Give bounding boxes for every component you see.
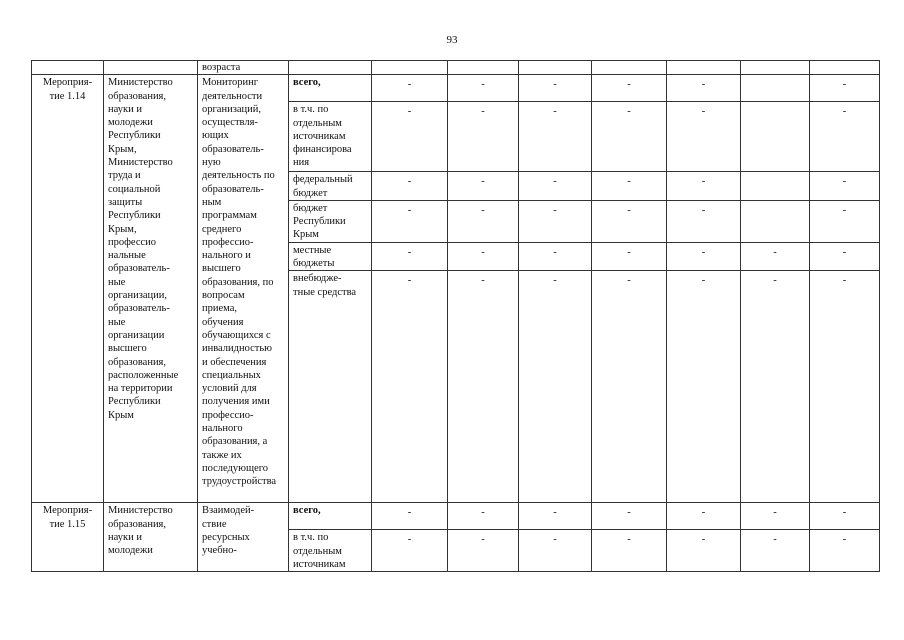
value-cell: - xyxy=(448,242,519,271)
value-cell: - xyxy=(810,102,880,172)
value-cell: - xyxy=(448,75,519,102)
value-cell: - xyxy=(810,530,880,572)
funding-source: в т.ч. по отдельным источникам финансирова ния xyxy=(289,102,372,172)
value-cell: - xyxy=(519,102,592,172)
funding-source: в т.ч. по отдельным источникам xyxy=(289,530,372,572)
table-row xyxy=(32,503,880,530)
value-cell: - xyxy=(667,503,741,530)
measure-description: Взаимодей- ствие ресурсных учебно- xyxy=(198,503,289,572)
value-cell: - xyxy=(372,242,448,271)
value-cell xyxy=(741,200,810,242)
value-cell: - xyxy=(448,172,519,201)
financing-table xyxy=(31,60,880,572)
value-cell: - xyxy=(592,172,667,201)
page-number: 93 xyxy=(446,34,458,46)
table-row xyxy=(32,75,880,102)
value-cell: - xyxy=(448,200,519,242)
value-cell: - xyxy=(667,102,741,172)
value-cell: - xyxy=(810,75,880,102)
value-cell: - xyxy=(592,75,667,102)
value-cell: - xyxy=(810,271,880,503)
value-cell: - xyxy=(592,102,667,172)
continuation-row xyxy=(32,61,880,75)
value-cell: - xyxy=(810,172,880,201)
measure-id: Мероприя- тие 1.15 xyxy=(32,503,104,572)
value-cell: - xyxy=(372,172,448,201)
cell-empty xyxy=(289,61,372,75)
value-cell: - xyxy=(519,200,592,242)
value-cell xyxy=(741,102,810,172)
value-cell xyxy=(741,75,810,102)
value-cell: - xyxy=(741,271,810,503)
value-cell: - xyxy=(519,172,592,201)
funding-source: бюджет Республики Крым xyxy=(289,200,372,242)
funding-source: всего, xyxy=(289,503,372,530)
value-cell xyxy=(741,172,810,201)
value-cell: - xyxy=(667,172,741,201)
measure-executor: Министерство образования, науки и молодежи xyxy=(104,503,198,572)
value-cell: - xyxy=(667,242,741,271)
value-cell: - xyxy=(448,271,519,503)
cell-empty xyxy=(104,61,198,75)
funding-source: местные бюджеты xyxy=(289,242,372,271)
funding-source: внебюдже- тные средства xyxy=(289,271,372,503)
value-cell: - xyxy=(448,530,519,572)
value-cell: - xyxy=(519,503,592,530)
value-cell: - xyxy=(667,530,741,572)
value-cell: - xyxy=(372,530,448,572)
cell-empty xyxy=(372,61,448,75)
cell-empty xyxy=(32,61,104,75)
value-cell: - xyxy=(810,200,880,242)
cell-empty xyxy=(592,61,667,75)
value-cell: - xyxy=(810,503,880,530)
value-cell: - xyxy=(372,200,448,242)
measure-id: Мероприя- тие 1.14 xyxy=(32,75,104,503)
value-cell: - xyxy=(667,200,741,242)
value-cell: - xyxy=(592,530,667,572)
value-cell: - xyxy=(741,503,810,530)
value-cell: - xyxy=(519,271,592,503)
value-cell: - xyxy=(741,242,810,271)
value-cell: - xyxy=(519,530,592,572)
value-cell: - xyxy=(592,271,667,503)
value-cell: - xyxy=(372,271,448,503)
value-cell: - xyxy=(592,200,667,242)
measure-description: Мониторинг деятельности организаций, осуществля- ющих образователь- ную деятельность по образователь- ным программам среднего профессио- нального и высшего образования, по вопросам приема, обучения обучающихся с инвалидностью и обеспечения специальных условий для получения ими профессио- нального образования, а также их последующего трудоустройства xyxy=(198,75,289,503)
measure-executor: Министерство образования, науки и молодежи Республики Крым, Министерство труда и социальной защиты Республики Крым, профессио нальные образователь- ные организации, образователь- ные организации высшего образования, расположенные на территории Республики Крым xyxy=(104,75,198,503)
value-cell: - xyxy=(372,503,448,530)
continued-description: возраста xyxy=(198,61,289,75)
value-cell: - xyxy=(519,242,592,271)
cell-empty xyxy=(667,61,741,75)
cell-empty xyxy=(448,61,519,75)
cell-empty xyxy=(810,61,880,75)
value-cell: - xyxy=(592,503,667,530)
funding-source: федеральный бюджет xyxy=(289,172,372,201)
value-cell: - xyxy=(667,75,741,102)
value-cell: - xyxy=(448,102,519,172)
value-cell: - xyxy=(741,530,810,572)
value-cell: - xyxy=(667,271,741,503)
value-cell: - xyxy=(810,242,880,271)
cell-empty xyxy=(519,61,592,75)
value-cell: - xyxy=(372,102,448,172)
value-cell: - xyxy=(448,503,519,530)
value-cell: - xyxy=(592,242,667,271)
cell-empty xyxy=(741,61,810,75)
funding-source: всего, xyxy=(289,75,372,102)
value-cell: - xyxy=(372,75,448,102)
value-cell: - xyxy=(519,75,592,102)
